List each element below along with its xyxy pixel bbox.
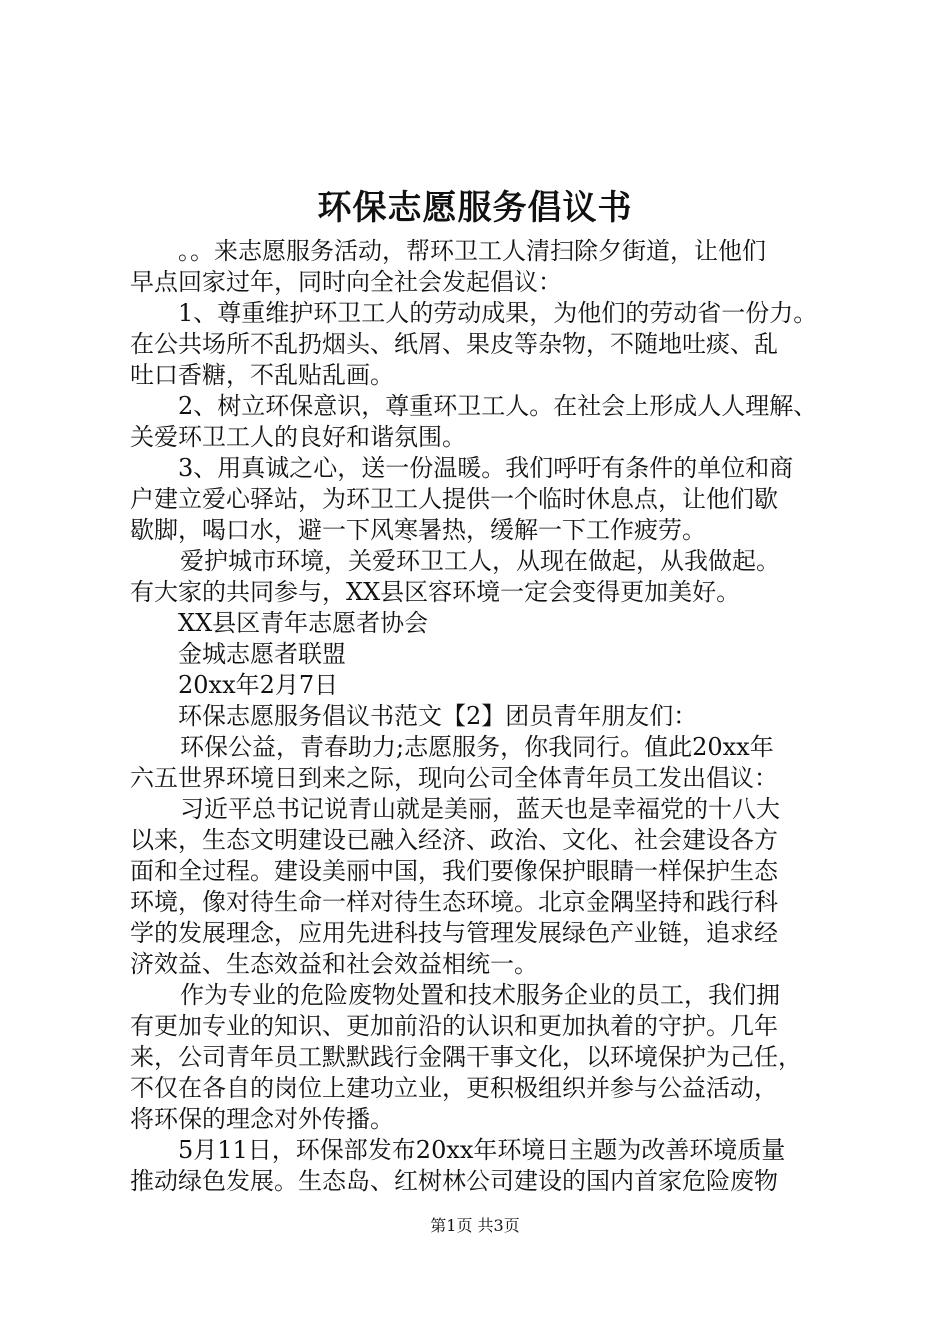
- text-line: 环境，像对待生命一样对待生态环境。北京金隅坚持和践行科: [130, 888, 778, 916]
- text-line: 。。来志愿服务活动，帮环卫工人清扫除夕街道，让他们: [178, 237, 766, 265]
- text-line: 歇脚，喝口水，避一下风寒暑热，缓解一下工作疲劳。: [130, 516, 706, 544]
- text-line: 2、树立环保意识，尊重环卫工人。在社会上形成人人理解、: [178, 392, 818, 420]
- document-title: 环保志愿服务倡议书: [317, 188, 633, 228]
- text-line: 户建立爱心驿站，为环卫工人提供一个临时休息点，让他们歇: [130, 485, 778, 513]
- document-body: [130, 236, 860, 1197]
- text-line: 以来，生态文明建设已融入经济、政治、文化、社会建设各方: [130, 826, 778, 854]
- section-heading: 环保志愿服务倡议书范文【2】团员青年朋友们：: [178, 702, 698, 730]
- text-line: 习近平总书记说青山就是美丽，蓝天也是幸福党的十八大: [180, 795, 780, 823]
- text-line: 不仅在各自的岗位上建功立业，更积极组织并参与公益活动，: [130, 1074, 778, 1102]
- text-line: 将环保的理念对外传播。: [130, 1105, 394, 1133]
- text-line: 面和全过程。建设美丽中国，我们要像保护眼睛一样保护生态: [130, 857, 778, 885]
- text-line: 作为专业的危险废物处置和技术服务企业的员工，我们拥: [180, 981, 780, 1009]
- text-line: 来，公司青年员工默默践行金隅干事文化，以环境保护为己任，: [130, 1043, 802, 1071]
- text-line: 有更加专业的知识、更加前沿的认识和更加执着的守护。几年: [130, 1012, 778, 1040]
- signature-date: 20xx年2月7日: [178, 671, 339, 699]
- text-line: 1、尊重维护环卫工人的劳动成果，为他们的劳动省一份力。: [178, 299, 818, 327]
- page-number: 第1页 共3页: [430, 1216, 520, 1235]
- text-line: 关爱环卫工人的良好和谐氛围。: [130, 423, 466, 451]
- text-line: 学的发展理念，应用先进科技与管理发展绿色产业链，追求经: [130, 919, 778, 947]
- text-line: 六五世界环境日到来之际，现向公司全体青年员工发出倡议：: [130, 764, 778, 792]
- signature-organization: 金城志愿者联盟: [178, 640, 346, 668]
- text-line: 3、用真诚之心，送一份温暖。我们呼吁有条件的单位和商: [178, 454, 794, 482]
- text-line: 推动绿色发展。生态岛、红树林公司建设的国内首家危险废物: [130, 1167, 778, 1195]
- text-line: 吐口香糖，不乱贴乱画。: [130, 361, 394, 389]
- text-line: 环保公益，青春助力;志愿服务，你我同行。值此20xx年: [180, 733, 774, 761]
- signature-organization: XX县区青年志愿者协会: [178, 609, 429, 637]
- text-line: 在公共场所不乱扔烟头、纸屑、果皮等杂物，不随地吐痰、乱: [130, 330, 778, 358]
- text-line: 济效益、生态效益和社会效益相统一。: [130, 950, 538, 978]
- text-line: 早点回家过年，同时向全社会发起倡议：: [130, 268, 562, 296]
- text-line: 5月11日，环保部发布20xx年环境日主题为改善环境质量: [178, 1136, 786, 1164]
- text-line: 有大家的共同参与，XX县区容环境一定会变得更加美好。: [130, 578, 741, 606]
- text-line: 爱护城市环境，关爱环卫工人，从现在做起，从我做起。: [180, 547, 780, 575]
